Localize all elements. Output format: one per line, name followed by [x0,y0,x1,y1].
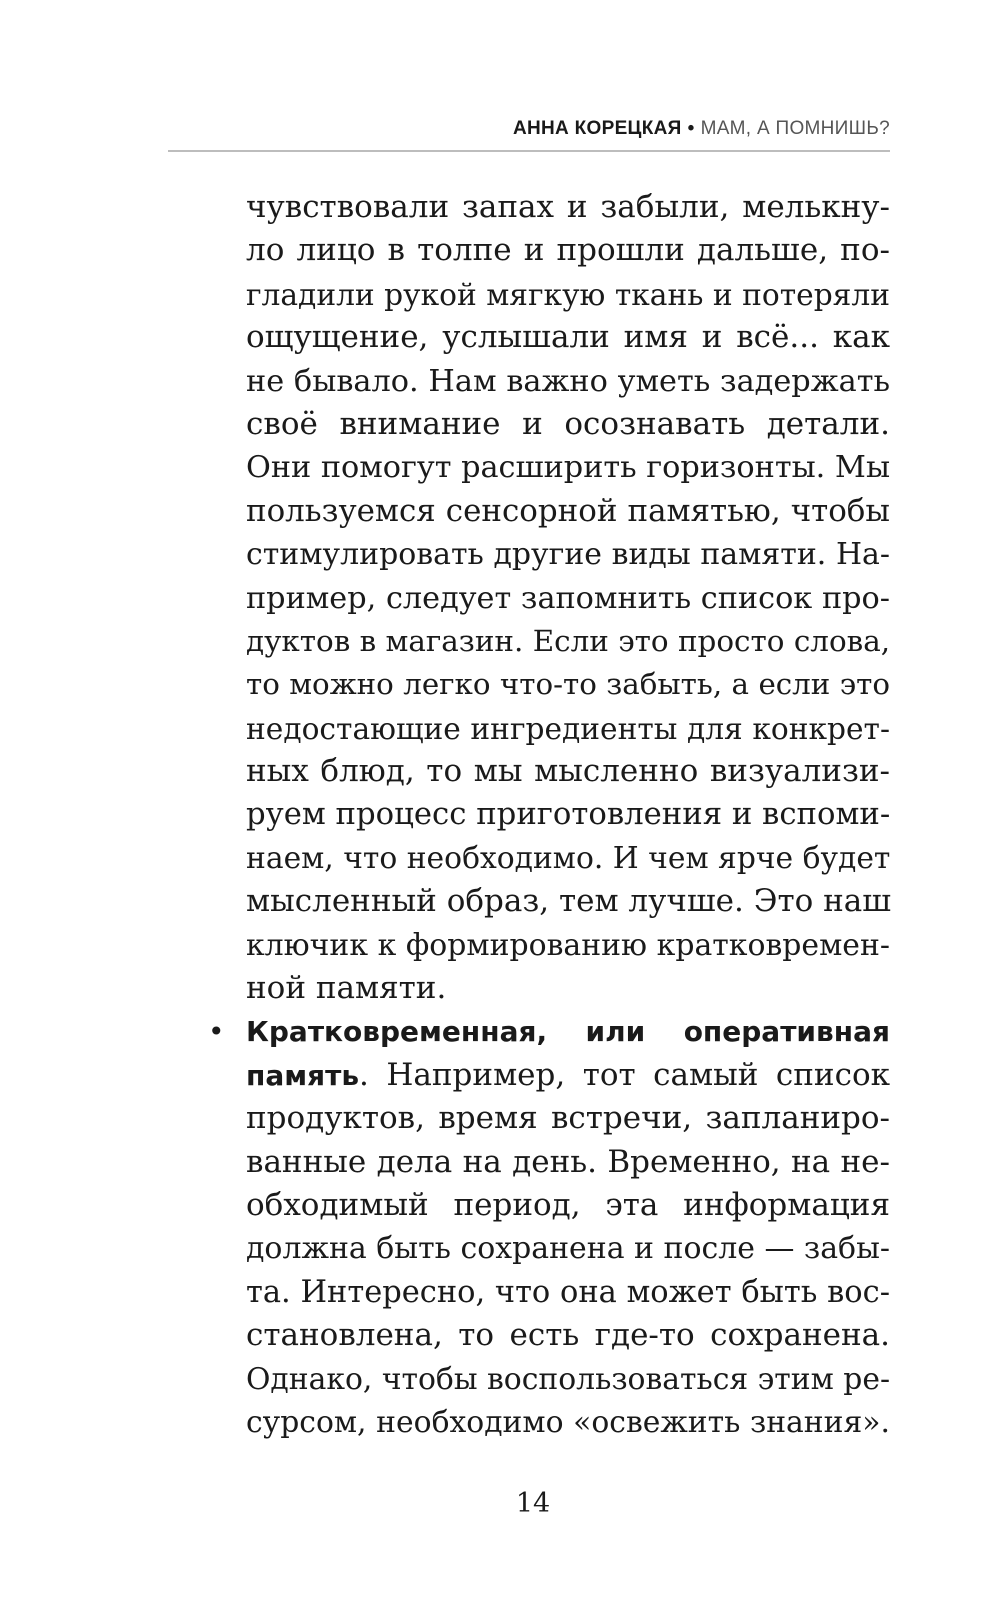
bullet-term: Кратковременная, или оперативная [246,1015,890,1049]
text-line: стимулировать другие виды памяти. На- [246,537,890,573]
running-head [168,118,890,140]
text-line: своё внимание и осознавать детали. [246,405,890,442]
text-line: Однако, чтобы воспользоваться этим ре- [246,1361,891,1397]
text-line: дуктов в магазин. Если это просто слова, [246,623,891,658]
text-line: руем процесс приготовления и вспоми- [246,796,891,833]
bullet-marker: • [208,1015,225,1049]
text-line: гладили рукой мягкую ткань и потеряли [246,276,890,312]
paragraph [246,186,890,1010]
header-book-title: МАМ, А ПОМНИШЬ? [700,118,890,139]
text-line: пример, следует запомнить список про- [246,580,890,616]
header-rule [168,150,890,152]
text-line: обходимый период, эта информация [246,1186,890,1223]
text-line: наем, что необходимо. И чем ярче будет [246,840,891,876]
bullet-item [208,1010,891,1444]
text-line: сурсом, необходимо «освежить знания». [246,1404,890,1440]
text-line: то можно легко что-то забыть, а если это [246,667,890,702]
text-line: недостающие ингредиенты для конкрет- [246,710,890,746]
bullet-term-line [246,1010,890,1053]
header-separator: • [687,118,695,139]
bullet-text: . Например, тот самый список [359,1056,890,1093]
body-text [208,186,892,1444]
text-line: не бывало. Нам важно уметь задержать [246,363,890,399]
bullet-term-end: память [246,1058,360,1092]
text-line: ванные дела на день. Временно, на не- [246,1143,890,1180]
text-line: ных блюд, то мы мысленно визуализи- [246,753,890,790]
text-line [246,1054,890,1097]
text-line: Они помогут расширить горизонты. Мы [246,450,891,486]
text-line: та. Интересно, что она может быть вос- [246,1274,890,1310]
text-line: ной памяти. [246,970,447,1007]
header-author: АННА КОРЕЦКАЯ [512,118,682,139]
text-line: пользуемся сенсорной памятью, чтобы [246,492,890,529]
text-line: ло лицо в толпе и прошли дальше, по- [246,232,890,269]
text-line: должна быть сохранена и после — забы- [246,1231,890,1267]
text-line: продуктов, время встречи, запланиро- [246,1100,890,1137]
text-line: чувствовали запах и забыли, мелькну- [246,189,890,225]
text-line: ощущение, услышали имя и всё... как [246,319,890,356]
text-line: ключик к формированию кратковремен- [246,927,890,963]
text-line: становлена, то есть где-то сохранена. [246,1317,890,1354]
text-line: мысленный образ, тем лучше. Это наш [246,883,892,920]
page-number: 14 [515,1488,551,1519]
